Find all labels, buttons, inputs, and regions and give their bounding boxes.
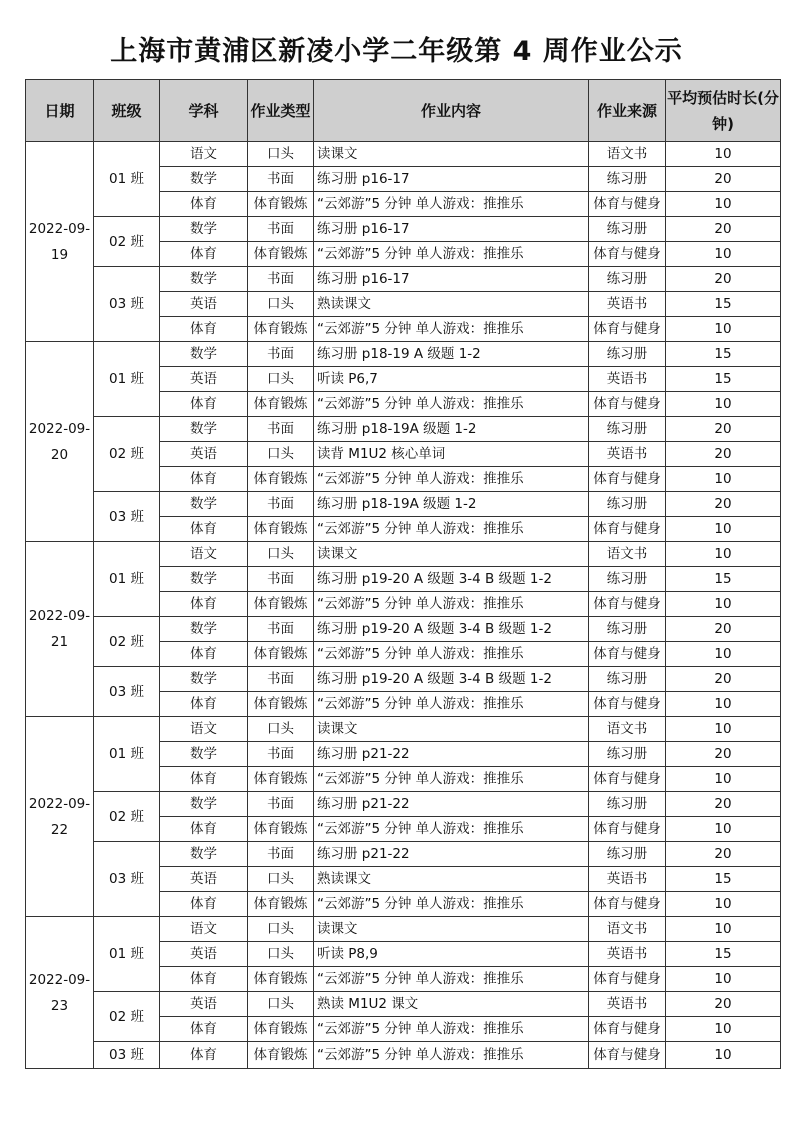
table-row xyxy=(26,142,781,167)
source-cell: 体育与健身 xyxy=(589,592,666,617)
time-cell: 10 xyxy=(666,142,781,167)
content-cell: 读课文 xyxy=(314,542,589,567)
class-cell: 03 班 xyxy=(94,492,160,542)
subject-cell: 数学 xyxy=(160,492,248,517)
table-row xyxy=(26,417,781,442)
time-cell: 10 xyxy=(666,1042,781,1069)
content-cell: 读课文 xyxy=(314,717,589,742)
date-cell: 2022-09-20 xyxy=(26,342,94,542)
content-cell: “云郊游”5 分钟 单人游戏：推推乐 xyxy=(314,192,589,217)
class-cell: 01 班 xyxy=(94,542,160,617)
date-cell: 2022-09-22 xyxy=(26,717,94,917)
subject-cell: 体育 xyxy=(160,242,248,267)
content-cell: 练习册 p19-20 A 级题 3-4 B 级题 1-2 xyxy=(314,617,589,642)
content-cell: 熟读课文 xyxy=(314,292,589,317)
table-row xyxy=(26,667,781,692)
class-cell: 02 班 xyxy=(94,992,160,1042)
subject-cell: 英语 xyxy=(160,942,248,967)
type-cell: 口头 xyxy=(248,142,314,167)
homework-table xyxy=(25,79,781,1069)
source-cell: 体育与健身 xyxy=(589,467,666,492)
source-cell: 练习册 xyxy=(589,742,666,767)
time-cell: 10 xyxy=(666,692,781,717)
content-cell: 练习册 p21-22 xyxy=(314,842,589,867)
source-cell: 练习册 xyxy=(589,567,666,592)
type-cell: 口头 xyxy=(248,942,314,967)
source-cell: 体育与健身 xyxy=(589,817,666,842)
type-cell: 口头 xyxy=(248,717,314,742)
time-cell: 15 xyxy=(666,367,781,392)
class-cell: 03 班 xyxy=(94,667,160,717)
table-row xyxy=(26,617,781,642)
time-cell: 15 xyxy=(666,867,781,892)
subject-cell: 体育 xyxy=(160,592,248,617)
content-cell: “云郊游”5 分钟 单人游戏：推推乐 xyxy=(314,767,589,792)
content-cell: 练习册 p18-19 A 级题 1-2 xyxy=(314,342,589,367)
content-cell: 练习册 p18-19A 级题 1-2 xyxy=(314,492,589,517)
subject-cell: 体育 xyxy=(160,642,248,667)
source-cell: 练习册 xyxy=(589,842,666,867)
subject-cell: 体育 xyxy=(160,467,248,492)
table-body xyxy=(26,142,781,1069)
table-row xyxy=(26,792,781,817)
subject-cell: 英语 xyxy=(160,867,248,892)
subject-cell: 体育 xyxy=(160,892,248,917)
time-cell: 15 xyxy=(666,942,781,967)
content-cell: “云郊游”5 分钟 单人游戏：推推乐 xyxy=(314,967,589,992)
source-cell: 体育与健身 xyxy=(589,392,666,417)
content-cell: 读背 M1U2 核心单词 xyxy=(314,442,589,467)
subject-cell: 语文 xyxy=(160,917,248,942)
source-cell: 体育与健身 xyxy=(589,642,666,667)
content-cell: 练习册 p21-22 xyxy=(314,792,589,817)
content-cell: “云郊游”5 分钟 单人游戏：推推乐 xyxy=(314,467,589,492)
source-cell: 体育与健身 xyxy=(589,767,666,792)
subject-cell: 数学 xyxy=(160,567,248,592)
source-cell: 英语书 xyxy=(589,442,666,467)
source-cell: 练习册 xyxy=(589,792,666,817)
subject-cell: 体育 xyxy=(160,767,248,792)
source-cell: 英语书 xyxy=(589,292,666,317)
subject-cell: 数学 xyxy=(160,742,248,767)
type-cell: 书面 xyxy=(248,417,314,442)
type-cell: 体育锻炼 xyxy=(248,1017,314,1042)
type-cell: 体育锻炼 xyxy=(248,892,314,917)
table-row xyxy=(26,542,781,567)
table-row xyxy=(26,217,781,242)
type-cell: 书面 xyxy=(248,667,314,692)
time-cell: 10 xyxy=(666,1017,781,1042)
time-cell: 15 xyxy=(666,292,781,317)
class-cell: 02 班 xyxy=(94,792,160,842)
content-cell: “云郊游”5 分钟 单人游戏：推推乐 xyxy=(314,892,589,917)
type-cell: 体育锻炼 xyxy=(248,967,314,992)
table-header-row xyxy=(26,80,781,142)
time-cell: 20 xyxy=(666,992,781,1017)
type-cell: 书面 xyxy=(248,792,314,817)
content-cell: 练习册 p16-17 xyxy=(314,167,589,192)
class-cell: 01 班 xyxy=(94,342,160,417)
time-cell: 10 xyxy=(666,817,781,842)
type-cell: 口头 xyxy=(248,442,314,467)
content-cell: 读课文 xyxy=(314,917,589,942)
time-cell: 20 xyxy=(666,667,781,692)
time-cell: 10 xyxy=(666,392,781,417)
source-cell: 练习册 xyxy=(589,267,666,292)
date-cell: 2022-09-23 xyxy=(26,917,94,1069)
subject-cell: 数学 xyxy=(160,167,248,192)
time-cell: 20 xyxy=(666,492,781,517)
type-cell: 体育锻炼 xyxy=(248,317,314,342)
time-cell: 15 xyxy=(666,342,781,367)
source-cell: 体育与健身 xyxy=(589,192,666,217)
class-cell: 02 班 xyxy=(94,417,160,492)
time-cell: 10 xyxy=(666,967,781,992)
content-cell: “云郊游”5 分钟 单人游戏：推推乐 xyxy=(314,392,589,417)
source-cell: 体育与健身 xyxy=(589,892,666,917)
table-row xyxy=(26,1042,781,1069)
time-cell: 10 xyxy=(666,642,781,667)
time-cell: 20 xyxy=(666,442,781,467)
subject-cell: 语文 xyxy=(160,142,248,167)
class-cell: 01 班 xyxy=(94,142,160,217)
class-cell: 01 班 xyxy=(94,917,160,992)
table-row xyxy=(26,342,781,367)
subject-cell: 体育 xyxy=(160,1017,248,1042)
type-cell: 体育锻炼 xyxy=(248,467,314,492)
type-cell: 书面 xyxy=(248,267,314,292)
time-cell: 10 xyxy=(666,917,781,942)
content-cell: 听读 P8,9 xyxy=(314,942,589,967)
source-cell: 练习册 xyxy=(589,217,666,242)
subject-cell: 数学 xyxy=(160,267,248,292)
subject-cell: 数学 xyxy=(160,667,248,692)
type-cell: 书面 xyxy=(248,842,314,867)
type-cell: 体育锻炼 xyxy=(248,642,314,667)
subject-cell: 体育 xyxy=(160,317,248,342)
type-cell: 书面 xyxy=(248,167,314,192)
time-cell: 20 xyxy=(666,167,781,192)
header-class: 班级 xyxy=(94,80,160,142)
time-cell: 10 xyxy=(666,467,781,492)
class-cell: 03 班 xyxy=(94,842,160,917)
content-cell: 练习册 p19-20 A 级题 3-4 B 级题 1-2 xyxy=(314,567,589,592)
type-cell: 书面 xyxy=(248,217,314,242)
source-cell: 英语书 xyxy=(589,942,666,967)
content-cell: “云郊游”5 分钟 单人游戏：推推乐 xyxy=(314,692,589,717)
header-subject: 学科 xyxy=(160,80,248,142)
source-cell: 英语书 xyxy=(589,992,666,1017)
subject-cell: 数学 xyxy=(160,842,248,867)
class-cell: 03 班 xyxy=(94,1042,160,1069)
source-cell: 语文书 xyxy=(589,717,666,742)
type-cell: 体育锻炼 xyxy=(248,1042,314,1069)
subject-cell: 英语 xyxy=(160,442,248,467)
source-cell: 体育与健身 xyxy=(589,1017,666,1042)
header-content: 作业内容 xyxy=(314,80,589,142)
type-cell: 体育锻炼 xyxy=(248,692,314,717)
content-cell: 读课文 xyxy=(314,142,589,167)
source-cell: 语文书 xyxy=(589,542,666,567)
content-cell: “云郊游”5 分钟 单人游戏：推推乐 xyxy=(314,642,589,667)
type-cell: 书面 xyxy=(248,492,314,517)
time-cell: 15 xyxy=(666,567,781,592)
source-cell: 练习册 xyxy=(589,342,666,367)
type-cell: 口头 xyxy=(248,367,314,392)
content-cell: 听读 P6,7 xyxy=(314,367,589,392)
subject-cell: 体育 xyxy=(160,392,248,417)
time-cell: 10 xyxy=(666,892,781,917)
content-cell: 练习册 p18-19A 级题 1-2 xyxy=(314,417,589,442)
type-cell: 书面 xyxy=(248,617,314,642)
content-cell: 熟读 M1U2 课文 xyxy=(314,992,589,1017)
subject-cell: 语文 xyxy=(160,542,248,567)
source-cell: 体育与健身 xyxy=(589,317,666,342)
subject-cell: 数学 xyxy=(160,792,248,817)
content-cell: 熟读课文 xyxy=(314,867,589,892)
source-cell: 英语书 xyxy=(589,867,666,892)
header-date: 日期 xyxy=(26,80,94,142)
time-cell: 20 xyxy=(666,842,781,867)
time-cell: 20 xyxy=(666,742,781,767)
source-cell: 练习册 xyxy=(589,417,666,442)
type-cell: 体育锻炼 xyxy=(248,517,314,542)
type-cell: 口头 xyxy=(248,867,314,892)
content-cell: “云郊游”5 分钟 单人游戏：推推乐 xyxy=(314,242,589,267)
source-cell: 语文书 xyxy=(589,142,666,167)
class-cell: 02 班 xyxy=(94,617,160,667)
header-source: 作业来源 xyxy=(589,80,666,142)
header-time: 平均预估时长(分钟) xyxy=(666,80,781,142)
subject-cell: 体育 xyxy=(160,192,248,217)
date-cell: 2022-09-21 xyxy=(26,542,94,717)
type-cell: 口头 xyxy=(248,917,314,942)
type-cell: 体育锻炼 xyxy=(248,242,314,267)
subject-cell: 英语 xyxy=(160,992,248,1017)
source-cell: 语文书 xyxy=(589,917,666,942)
table-row xyxy=(26,917,781,942)
table-row xyxy=(26,992,781,1017)
subject-cell: 英语 xyxy=(160,367,248,392)
time-cell: 20 xyxy=(666,617,781,642)
subject-cell: 数学 xyxy=(160,217,248,242)
source-cell: 练习册 xyxy=(589,492,666,517)
time-cell: 20 xyxy=(666,267,781,292)
source-cell: 体育与健身 xyxy=(589,242,666,267)
source-cell: 英语书 xyxy=(589,367,666,392)
type-cell: 书面 xyxy=(248,742,314,767)
subject-cell: 数学 xyxy=(160,417,248,442)
class-cell: 02 班 xyxy=(94,217,160,267)
source-cell: 练习册 xyxy=(589,167,666,192)
content-cell: “云郊游”5 分钟 单人游戏：推推乐 xyxy=(314,1017,589,1042)
class-cell: 01 班 xyxy=(94,717,160,792)
content-cell: “云郊游”5 分钟 单人游戏：推推乐 xyxy=(314,592,589,617)
header-type: 作业类型 xyxy=(248,80,314,142)
table-row xyxy=(26,267,781,292)
time-cell: 20 xyxy=(666,217,781,242)
type-cell: 书面 xyxy=(248,567,314,592)
type-cell: 口头 xyxy=(248,542,314,567)
content-cell: 练习册 p19-20 A 级题 3-4 B 级题 1-2 xyxy=(314,667,589,692)
type-cell: 体育锻炼 xyxy=(248,767,314,792)
source-cell: 体育与健身 xyxy=(589,517,666,542)
time-cell: 20 xyxy=(666,792,781,817)
content-cell: 练习册 p16-17 xyxy=(314,267,589,292)
subject-cell: 英语 xyxy=(160,292,248,317)
date-cell: 2022-09-19 xyxy=(26,142,94,342)
type-cell: 口头 xyxy=(248,992,314,1017)
source-cell: 体育与健身 xyxy=(589,967,666,992)
source-cell: 体育与健身 xyxy=(589,1042,666,1069)
content-cell: 练习册 p21-22 xyxy=(314,742,589,767)
time-cell: 10 xyxy=(666,767,781,792)
type-cell: 体育锻炼 xyxy=(248,192,314,217)
time-cell: 10 xyxy=(666,242,781,267)
time-cell: 10 xyxy=(666,717,781,742)
time-cell: 10 xyxy=(666,317,781,342)
table-row xyxy=(26,492,781,517)
subject-cell: 体育 xyxy=(160,967,248,992)
source-cell: 练习册 xyxy=(589,667,666,692)
source-cell: 体育与健身 xyxy=(589,692,666,717)
type-cell: 体育锻炼 xyxy=(248,392,314,417)
type-cell: 体育锻炼 xyxy=(248,592,314,617)
subject-cell: 体育 xyxy=(160,517,248,542)
table-row xyxy=(26,717,781,742)
time-cell: 10 xyxy=(666,542,781,567)
time-cell: 10 xyxy=(666,192,781,217)
subject-cell: 数学 xyxy=(160,342,248,367)
type-cell: 体育锻炼 xyxy=(248,817,314,842)
type-cell: 口头 xyxy=(248,292,314,317)
source-cell: 练习册 xyxy=(589,617,666,642)
time-cell: 20 xyxy=(666,417,781,442)
subject-cell: 语文 xyxy=(160,717,248,742)
subject-cell: 体育 xyxy=(160,1042,248,1069)
content-cell: 练习册 p16-17 xyxy=(314,217,589,242)
class-cell: 03 班 xyxy=(94,267,160,342)
time-cell: 10 xyxy=(666,592,781,617)
table-row xyxy=(26,842,781,867)
content-cell: “云郊游”5 分钟 单人游戏：推推乐 xyxy=(314,1042,589,1069)
content-cell: “云郊游”5 分钟 单人游戏：推推乐 xyxy=(314,517,589,542)
subject-cell: 数学 xyxy=(160,617,248,642)
time-cell: 10 xyxy=(666,517,781,542)
type-cell: 书面 xyxy=(248,342,314,367)
page-title: 上海市黄浦区新凌小学二年级第 4 周作业公示 xyxy=(110,36,683,67)
content-cell: “云郊游”5 分钟 单人游戏：推推乐 xyxy=(314,317,589,342)
subject-cell: 体育 xyxy=(160,692,248,717)
subject-cell: 体育 xyxy=(160,817,248,842)
content-cell: “云郊游”5 分钟 单人游戏：推推乐 xyxy=(314,817,589,842)
